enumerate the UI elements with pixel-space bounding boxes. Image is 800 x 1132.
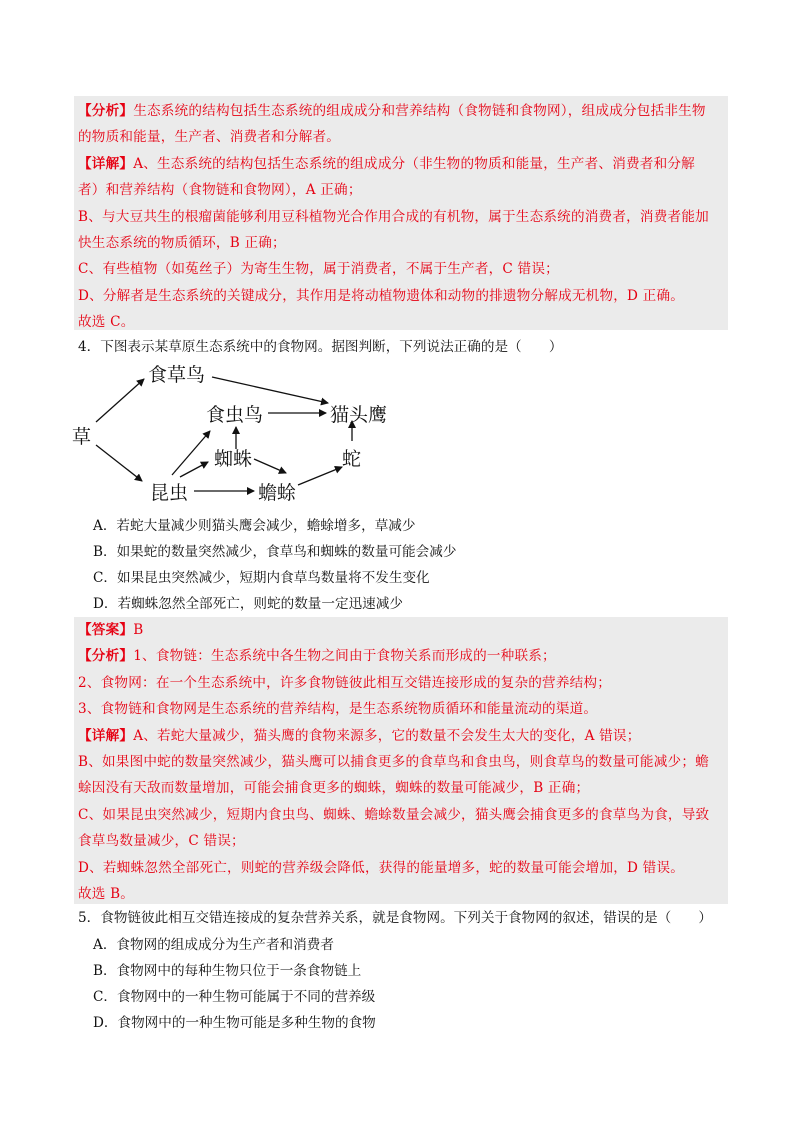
node-seedbird: 食草鸟 (148, 364, 206, 386)
answer-paragraph (78, 617, 724, 643)
analysis-paragraph (78, 643, 724, 669)
arrow-seedbird-owl (212, 377, 328, 403)
answer-value: B (133, 622, 144, 638)
analysis-text: 的物质和能量，生产者、消费者和分解者。 (78, 129, 341, 146)
detail-text: C、如果昆虫突然减少，短期内食虫鸟、蜘蛛、蟾蜍数量会减少，猫头鹰会捕食更多的食草鸟为食，导致 (78, 806, 710, 823)
question-5-stem: 5．食物链彼此相互交错连接成的复杂营养关系，就是食物网。下列关于食物网的叙述，错误的是（ ） (78, 910, 712, 926)
detail-text: A、若蛇大量减少，猫头鹰的食物来源多，它的数量不会发生太大的变化，A 错误； (133, 727, 641, 744)
question-4-option-d: D．若蜘蛛忽然全部死亡，则蛇的数量一定迅速减少 (93, 596, 403, 612)
explanation-block-1 (74, 96, 728, 330)
question-4-option-b: B．如果蛇的数量突然减少，食草鸟和蜘蛛的数量可能会减少 (93, 544, 457, 560)
analysis-paragraph (78, 98, 724, 124)
analysis-text: 生态系统的结构包括生态系统的组成成分和营养结构（食物链和食物网），组成成分包括非生物 (133, 103, 706, 119)
detail-text: C、有些植物（如菟丝子）为寄生生物，属于消费者，不属于生产者，C 错误； (78, 261, 559, 278)
analysis-text: 1、食物链：生态系统中各生物之间由于食物关系而形成的一种联系； (133, 648, 556, 665)
detail-tag: 【详解】 (78, 155, 134, 172)
conclusion-text: 故选 C。 (78, 314, 135, 331)
analysis-text: 3、食物链和食物网是生态系统的营养结构，是生态系统物质循环和能量流动的渠道。 (78, 701, 598, 718)
conclusion-text: 故选 B。 (78, 886, 135, 903)
arrow-grass-seedbird (96, 379, 144, 422)
node-snake: 蛇 (342, 448, 362, 470)
explanation-block-2 (74, 617, 728, 904)
detail-paragraph (78, 723, 724, 749)
node-insect: 昆虫 (150, 482, 189, 504)
node-insectbird: 食虫鸟 (206, 404, 264, 426)
analysis-text: 2、食物网：在一个生态系统中，许多食物链彼此相互交错连接形成的复杂的营养结构； (78, 674, 612, 691)
analysis-tag: 【分析】 (78, 648, 134, 665)
arrow-insect-spider (180, 462, 208, 477)
food-web-diagram (68, 357, 408, 517)
detail-tag: 【详解】 (78, 727, 134, 744)
question-4-stem: 4．下图表示某草原生态系统中的食物网。据图判断，下列说法正确的是（ ） (78, 339, 563, 355)
detail-text: 者）和营养结构（食物链和食物网），A 正确； (78, 182, 362, 199)
detail-text: A、生态系统的结构包括生态系统的组成成分（非生物的物质和能量，生产者、消费者和分解 (133, 155, 695, 172)
question-4-option-a: A．若蛇大量减少则猫头鹰会减少，蟾蜍增多，草减少 (93, 518, 416, 534)
detail-text: 快生态系统的物质循环，B 正确； (78, 235, 286, 252)
node-owl: 猫头鹰 (330, 404, 388, 426)
node-grass: 草 (72, 426, 92, 448)
question-5-option-a: A．食物网的组成成分为生产者和消费者 (93, 937, 334, 953)
question-4-option-c: C．如果昆虫突然减少，短期内食草鸟数量将不发生变化 (93, 570, 430, 586)
question-5-option-d: D．食物网中的一种生物可能是多种生物的食物 (93, 1015, 376, 1031)
detail-text: D、分解者是生态系统的关键成分，其作用是将动植物遗体和动物的排遗物分解成无机物，D 正确。 (78, 287, 685, 304)
node-spider: 蜘蛛 (214, 448, 253, 470)
node-toad: 蟾蜍 (258, 482, 297, 504)
detail-text: D、若蜘蛛忽然全部死亡，则蛇的营养级会降低，获得的能量增多，蛇的数量可能会增加，D 错误。 (78, 859, 685, 876)
arrow-toad-snake (298, 467, 342, 485)
arrow-grass-insect (96, 445, 142, 481)
arrow-spider-toad (254, 459, 286, 473)
answer-tag: 【答案】 (78, 622, 134, 638)
analysis-tag: 【分析】 (78, 103, 134, 119)
question-5-option-b: B．食物网中的每种生物只位于一条食物链上 (93, 963, 362, 979)
detail-text: 蜍因没有天敌而数量增加，可能会捕食更多的蜘蛛，蜘蛛的数量可能减少，B 正确； (78, 780, 590, 797)
detail-paragraph (78, 151, 724, 177)
arrow-insect-insectbird (172, 431, 210, 475)
question-5-option-c: C．食物网中的一种生物可能属于不同的营养级 (93, 989, 376, 1005)
detail-text: B、与大豆共生的根瘤菌能够利用豆科植物光合作用合成的有机物，属于生态系统的消费者，消费者能加 (78, 208, 709, 225)
detail-text: B、如果图中蛇的数量突然减少，猫头鹰可以捕食更多的食草鸟和食虫鸟，则食草鸟的数量可能减少；蟾 (78, 754, 709, 771)
detail-text: 食草鸟数量减少，C 错误； (78, 833, 245, 850)
